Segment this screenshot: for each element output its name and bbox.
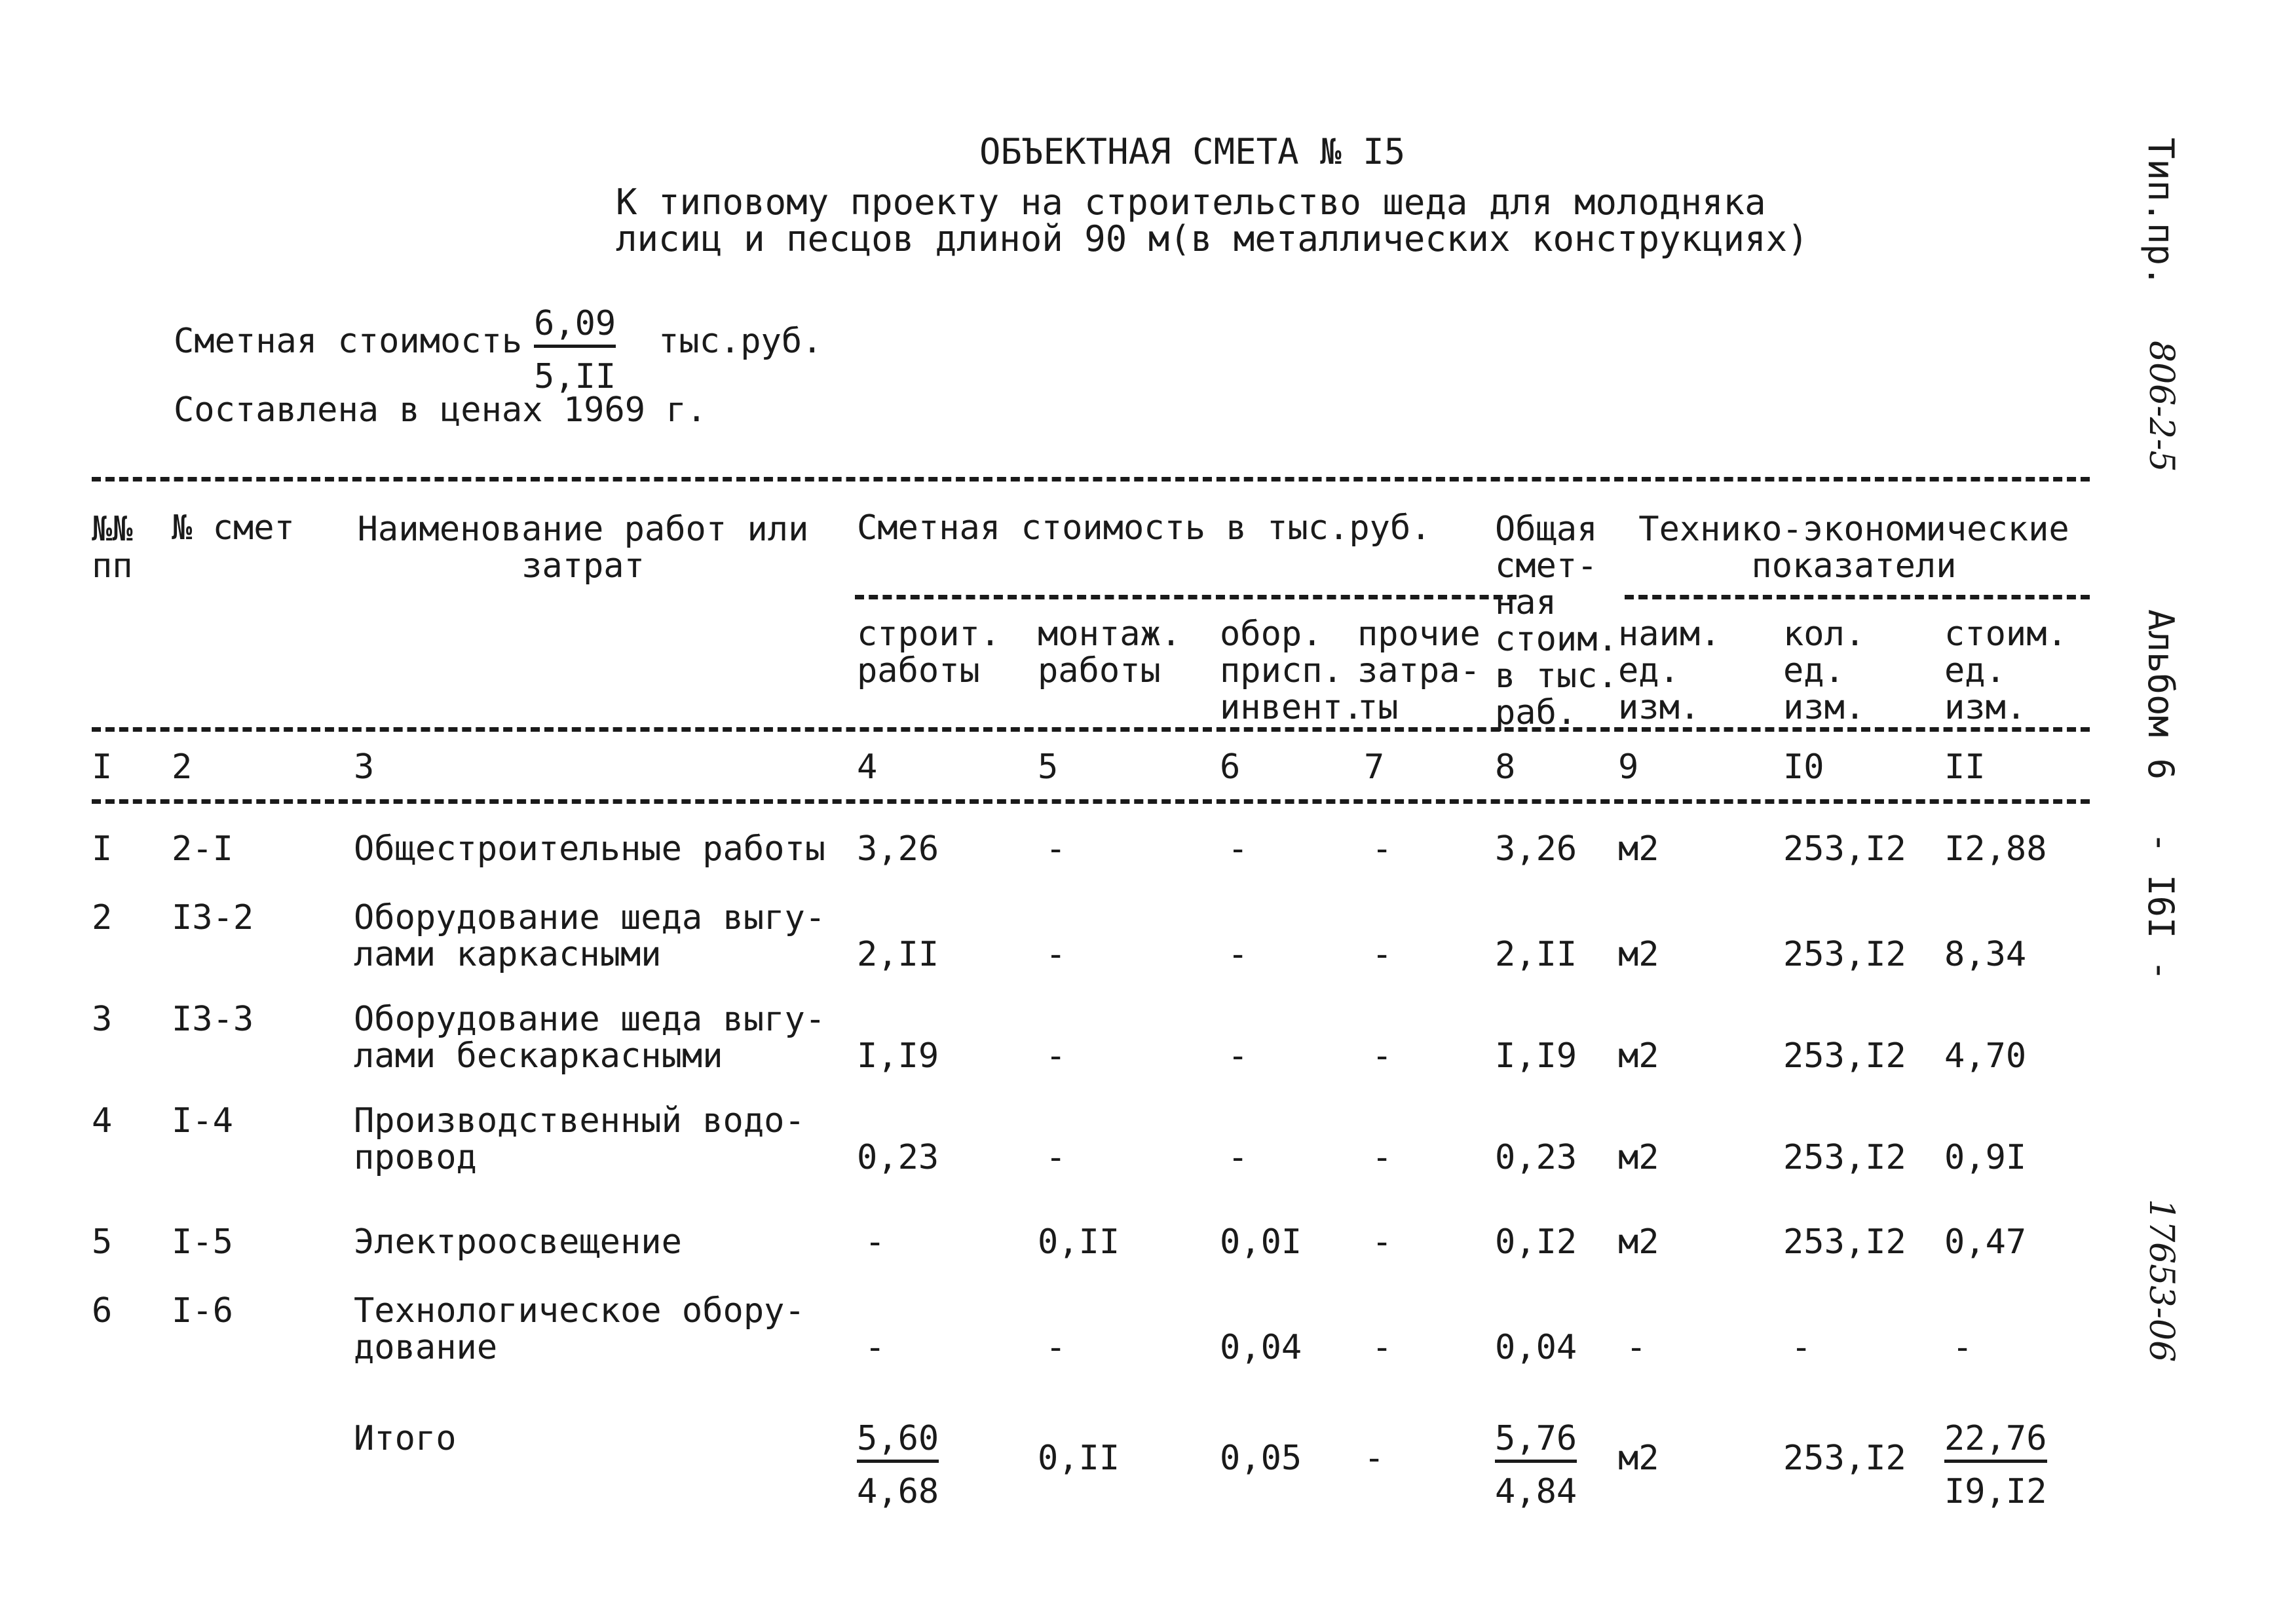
- header-tech-line1: Технико-экономические: [1638, 510, 2069, 549]
- header-col1-line2: пп: [92, 546, 133, 586]
- row-cell-c8: 3,26: [1495, 829, 1577, 869]
- cost-fraction: [534, 304, 616, 396]
- header-bottom-rule: [92, 727, 2090, 732]
- row-cell-c11: -: [1952, 1328, 1973, 1367]
- row-cell-c10: 253,I2: [1783, 935, 1906, 974]
- document-subtitle-line2: лисиц и песцов длиной 90 м(в металлических конструкциях): [616, 218, 1809, 259]
- side-doc-number: 17653-06: [2141, 1199, 2181, 1363]
- column-number-10: I0: [1783, 747, 1824, 787]
- cost-unit: тыс.руб.: [658, 322, 823, 361]
- row-cell-c6: -: [1228, 829, 1249, 869]
- row-work-name: Оборудование шеда выгу-: [354, 898, 826, 937]
- row-cell-c9: м2: [1618, 1222, 1659, 1262]
- row-cell-c9: м2: [1618, 829, 1659, 869]
- row-cell-c11: I2,88: [1944, 829, 2047, 869]
- document-title: ОБЪЕКТНАЯ СМЕТА № I5: [979, 131, 1406, 172]
- row-cell-c5: 0,II: [1038, 1222, 1120, 1262]
- total-col9: м2: [1618, 1439, 1659, 1478]
- cost-group-rule: [855, 595, 1517, 599]
- document-subtitle-line1: К типовому проекту на строительство шеда для молодняка: [616, 181, 1766, 223]
- total-col11-numerator: 22,76: [1944, 1422, 2047, 1463]
- side-project-number: 806-2-5: [2141, 341, 2181, 472]
- column-number-5: 5: [1038, 747, 1059, 787]
- row-estimate-number: 2-I: [172, 829, 233, 869]
- header-col11: [1944, 616, 2067, 726]
- header-col5: [1038, 616, 1181, 689]
- row-cell-c4: -: [865, 1222, 886, 1262]
- side-album: Альбом 6: [2140, 609, 2181, 780]
- row-cell-c5: -: [1046, 829, 1066, 869]
- header-col5-line1: монтаж.: [1038, 614, 1182, 654]
- header-col10-line3: изм.: [1783, 688, 1866, 727]
- header-col6: [1220, 616, 1363, 726]
- row-cell-c6: -: [1228, 1036, 1249, 1076]
- cost-numerator: 6,09: [534, 307, 616, 348]
- cost-label: Сметная стоимость: [174, 322, 523, 361]
- cost-denominator: 5,II: [534, 357, 616, 396]
- header-col11-line3: изм.: [1944, 688, 2027, 727]
- row-cell-c10: 253,I2: [1783, 829, 1906, 869]
- side-page: - I6I -: [2140, 832, 2181, 981]
- row-work-name: Технологическое обору-: [354, 1291, 805, 1331]
- row-cell-c8: 2,II: [1495, 935, 1577, 974]
- row-work-name: Производственный водо-: [354, 1101, 805, 1141]
- header-col6-line2: присп.: [1220, 651, 1343, 690]
- header-col8-line4: стоим.: [1495, 620, 1618, 659]
- header-col3-line2: затрат: [521, 546, 645, 586]
- header-col1: [92, 511, 133, 584]
- row-work-name: Оборудование шеда выгу-: [354, 1000, 826, 1039]
- row-number: 6: [92, 1291, 113, 1331]
- total-col5: 0,II: [1038, 1439, 1120, 1478]
- header-col2: № смет: [172, 508, 295, 548]
- total-col8-denominator: 4,84: [1495, 1472, 1577, 1511]
- row-number: 4: [92, 1101, 113, 1141]
- header-col7-line1: прочие: [1357, 614, 1481, 654]
- header-col9-line3: изм.: [1618, 688, 1701, 727]
- header-col5-line2: работы: [1038, 651, 1161, 690]
- column-number-9: 9: [1618, 747, 1639, 787]
- total-col4-denominator: 4,68: [857, 1472, 939, 1511]
- row-cell-c4: 0,23: [857, 1138, 939, 1177]
- column-number-8: 8: [1495, 747, 1516, 787]
- header-col4-line1: строит.: [857, 614, 1001, 654]
- table-top-rule: [92, 477, 2090, 482]
- header-col8-line2: смет-: [1495, 546, 1598, 586]
- column-number-6: 6: [1220, 747, 1241, 787]
- header-col11-line2: ед.: [1944, 651, 2006, 690]
- row-cell-c6: -: [1228, 935, 1249, 974]
- column-number-7: 7: [1364, 747, 1385, 787]
- total-col11: [1944, 1419, 2047, 1511]
- row-work-name: Электроосвещение: [354, 1222, 682, 1262]
- side-typ: Тип.пр.: [2140, 138, 2181, 287]
- total-col6: 0,05: [1220, 1439, 1302, 1478]
- row-cell-c4: I,I9: [857, 1036, 939, 1076]
- column-number-3: 3: [354, 747, 375, 787]
- header-col8-line6: раб.: [1495, 693, 1577, 732]
- total-col8-numerator: 5,76: [1495, 1422, 1577, 1463]
- row-cell-c10: 253,I2: [1783, 1138, 1906, 1177]
- total-col4-numerator: 5,60: [857, 1422, 939, 1463]
- row-cell-c5: -: [1046, 1328, 1066, 1367]
- row-cell-c11: 0,47: [1944, 1222, 2027, 1262]
- header-col8-line1: Общая: [1495, 510, 1598, 549]
- row-cell-c5: -: [1046, 1138, 1066, 1177]
- header-col3: [354, 511, 812, 584]
- total-col11-denominator: I9,I2: [1944, 1472, 2047, 1511]
- row-cell-c7: -: [1372, 1222, 1393, 1262]
- header-col9-line1: наим.: [1618, 614, 1721, 654]
- row-work-name: Общестроительные работы: [354, 829, 826, 869]
- row-cell-c5: -: [1046, 1036, 1066, 1076]
- row-work-name: провод: [354, 1138, 477, 1177]
- tech-group-rule: [1625, 595, 2090, 599]
- header-cost-group: Сметная стоимость в тыс.руб.: [857, 508, 1431, 548]
- row-estimate-number: I-6: [172, 1291, 233, 1331]
- column-number-11: II: [1944, 747, 1986, 787]
- header-col4-line2: работы: [857, 651, 980, 690]
- row-cell-c10: 253,I2: [1783, 1222, 1906, 1262]
- header-col4: [857, 616, 1000, 689]
- header-col8-line3: ная: [1495, 583, 1557, 622]
- header-col10: [1783, 616, 1865, 726]
- header-col7-line3: ты: [1357, 688, 1399, 727]
- row-estimate-number: I-5: [172, 1222, 233, 1262]
- header-col7: [1357, 616, 1481, 726]
- header-tech-group: [1618, 511, 2090, 584]
- row-number: 5: [92, 1222, 113, 1262]
- row-cell-c7: -: [1372, 1138, 1393, 1177]
- header-col7-line2: затра-: [1357, 651, 1481, 690]
- total-label: Итого: [354, 1419, 457, 1458]
- row-cell-c7: -: [1372, 935, 1393, 974]
- row-cell-c11: 0,9I: [1944, 1138, 2027, 1177]
- row-cell-c7: -: [1372, 829, 1393, 869]
- row-work-name: лами каркасными: [354, 935, 662, 974]
- header-col8: [1495, 511, 1618, 731]
- header-col9-line2: ед.: [1618, 651, 1680, 690]
- row-cell-c10: 253,I2: [1783, 1036, 1906, 1076]
- row-cell-c6: 0,04: [1220, 1328, 1302, 1367]
- row-cell-c4: -: [865, 1328, 886, 1367]
- header-col1-line1: №№: [92, 510, 133, 549]
- header-tech-line2: показатели: [1751, 546, 1957, 586]
- header-col10-line1: кол.: [1783, 614, 1866, 654]
- header-col11-line1: стоим.: [1944, 614, 2067, 654]
- header-col10-line2: ед.: [1783, 651, 1845, 690]
- total-col4: [857, 1419, 939, 1511]
- row-cell-c5: -: [1046, 935, 1066, 974]
- total-col7: -: [1364, 1439, 1385, 1478]
- row-number: 3: [92, 1000, 113, 1039]
- row-cell-c8: I,I9: [1495, 1036, 1577, 1076]
- row-estimate-number: I3-3: [172, 1000, 254, 1039]
- row-cell-c11: 4,70: [1944, 1036, 2027, 1076]
- row-cell-c9: м2: [1618, 1036, 1659, 1076]
- row-estimate-number: I-4: [172, 1101, 233, 1141]
- header-col3-line1: Наименование работ или: [357, 510, 809, 549]
- row-estimate-number: I3-2: [172, 898, 254, 937]
- row-cell-c10: -: [1791, 1328, 1812, 1367]
- row-cell-c9: м2: [1618, 935, 1659, 974]
- row-cell-c9: м2: [1618, 1138, 1659, 1177]
- row-cell-c6: 0,0I: [1220, 1222, 1302, 1262]
- row-number: I: [92, 829, 113, 869]
- column-number-2: 2: [172, 747, 193, 787]
- row-cell-c8: 0,I2: [1495, 1222, 1577, 1262]
- row-cell-c9: -: [1626, 1328, 1647, 1367]
- row-cell-c8: 0,04: [1495, 1328, 1577, 1367]
- col-numbers-rule: [92, 799, 2090, 804]
- header-col8-line5: в тыс.: [1495, 656, 1618, 696]
- total-col10: 253,I2: [1783, 1439, 1906, 1478]
- row-cell-c11: 8,34: [1944, 935, 2027, 974]
- row-work-name: лами бескаркасными: [354, 1036, 723, 1076]
- row-cell-c6: -: [1228, 1138, 1249, 1177]
- total-col8: [1495, 1419, 1577, 1511]
- row-cell-c8: 0,23: [1495, 1138, 1577, 1177]
- column-number-1: I: [92, 747, 113, 787]
- prices-line: Составлена в ценах 1969 г.: [174, 390, 707, 430]
- row-number: 2: [92, 898, 113, 937]
- row-cell-c7: -: [1372, 1328, 1393, 1367]
- column-number-4: 4: [857, 747, 878, 787]
- header-col9: [1618, 616, 1721, 726]
- header-col6-line3: инвент.: [1220, 688, 1364, 727]
- row-cell-c4: 2,II: [857, 935, 939, 974]
- row-cell-c4: 3,26: [857, 829, 939, 869]
- header-col6-line1: обор.: [1220, 614, 1323, 654]
- row-work-name: дование: [354, 1328, 498, 1367]
- row-cell-c7: -: [1372, 1036, 1393, 1076]
